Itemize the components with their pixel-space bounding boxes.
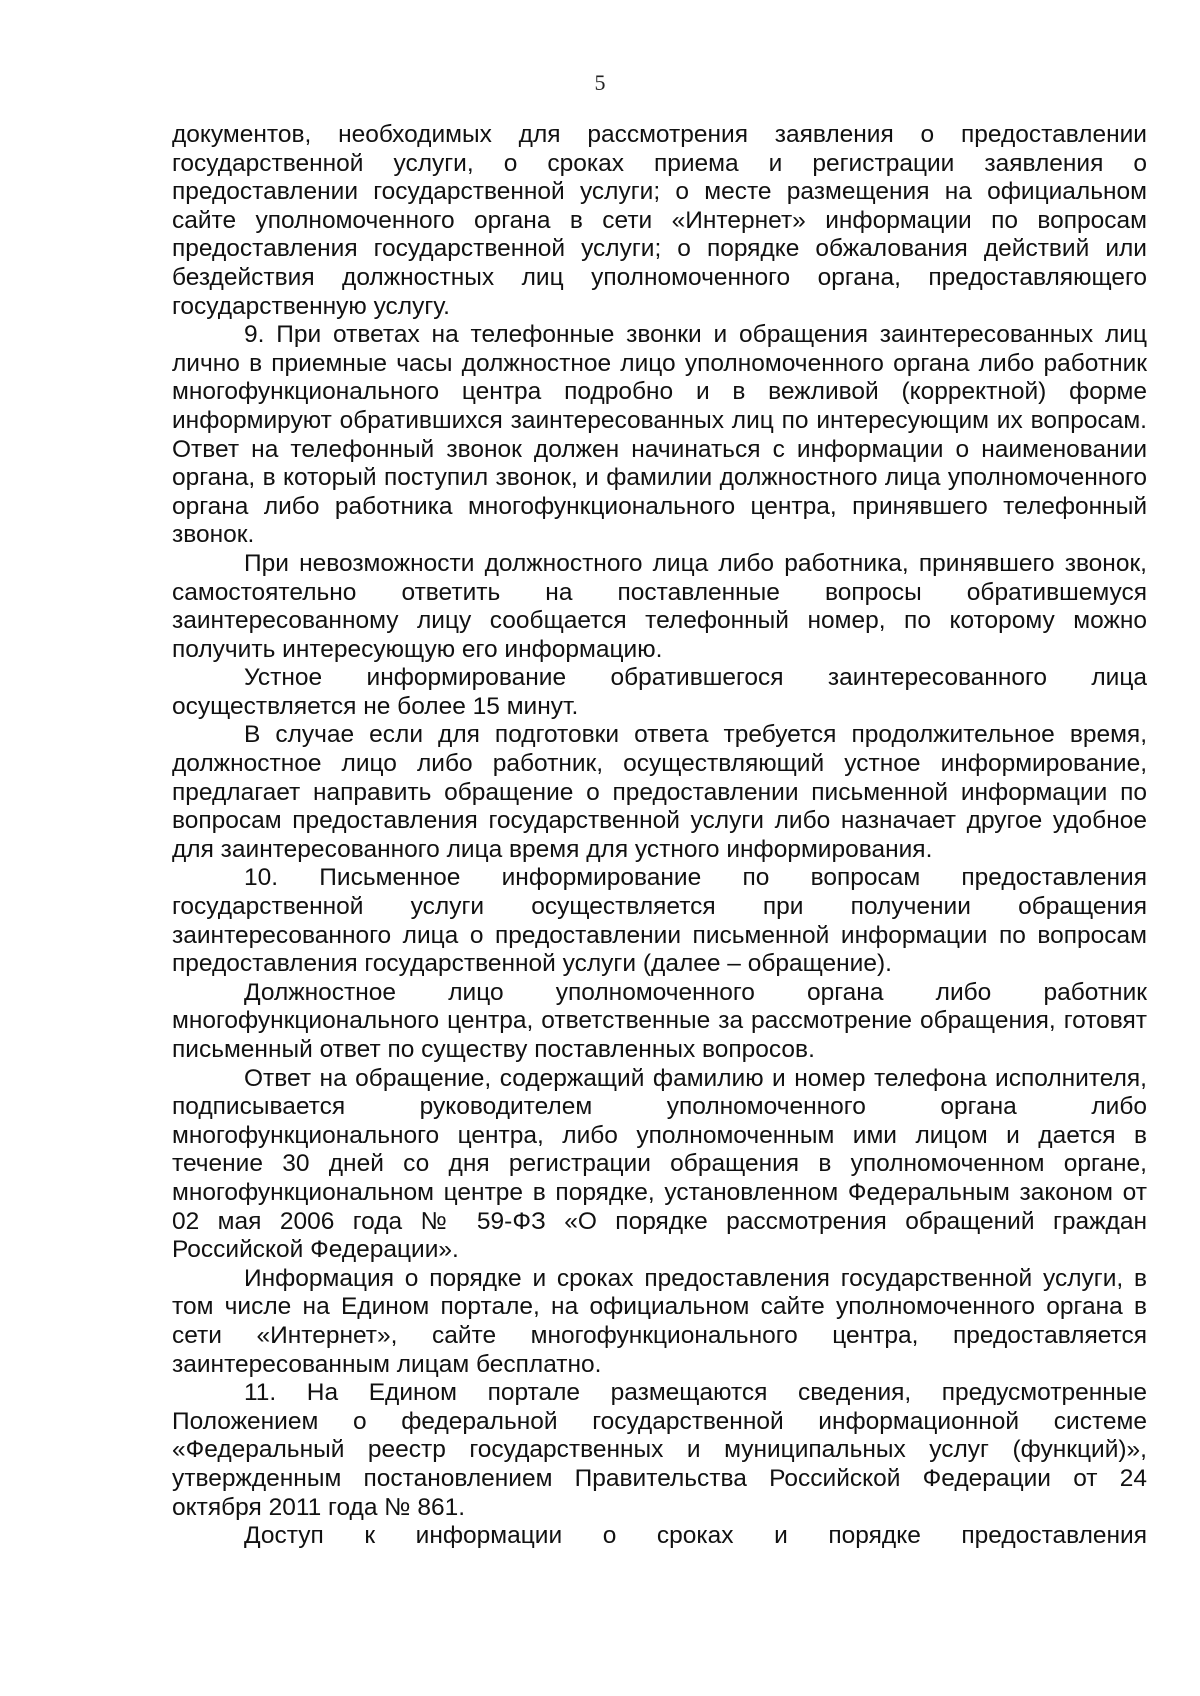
paragraph-item-11: 11. На Едином портале размещаются сведения, предусмотренные Положением о федеральной государственной информационной системе «Федеральный реестр государственных и муниципальных услуг (функций)», утвержденным постановлением Правительства Российской Федерации от 24 октября 2011 года № 861. <box>172 1379 1147 1521</box>
page-number: 5 <box>594 70 606 95</box>
document-body <box>172 121 1147 1551</box>
paragraph-access-info: Доступ к информации о сроках и порядке предоставления <box>244 1522 1147 1550</box>
paragraph-phone-number: При невозможности должностного лица либо работника, принявшего звонок, самостоятельно ответить на поставленные вопросы обратившемуся заинтересованному лицу сообщается телефонный номер, по которому можно получить интересующую его информацию. <box>172 549 1147 663</box>
paragraph-item-10: 10. Письменное информирование по вопросам предоставления государственной услуги осуществляется при получении обращения заинтересованного лица о предоставлении письменной информации по вопросам предоставления государственной услуги (далее – обращение). <box>172 864 1147 978</box>
paragraph-continuation: документов, необходимых для рассмотрения заявления о предоставлении государственной услуги, о сроках приема и регистрации заявления о предоставлении государственной услуги; о месте размещения на официальном сайте уполномоченного органа в сети «Интернет» информации по вопросам предоставления государственной услуги; о порядке обжалования действий или бездействия должностных лиц уполномоченного органа, предоставляющего государственную услугу. <box>172 121 1147 320</box>
paragraph-extended-time: В случае если для подготовки ответа требуется продолжительное время, должностное лицо либо работник, осуществляющий устное информирование, предлагает направить обращение о предоставлении письменной информации по вопросам предоставления государственной услуги либо назначает другое удобное для заинтересованного лица время для устного информирования. <box>172 721 1147 863</box>
paragraph-written-answer: Должностное лицо уполномоченного органа либо работник многофункционального центра, ответственные за рассмотрение обращения, готовят письменный ответ по существу поставленных вопросов. <box>172 978 1147 1063</box>
paragraph-free-information: Информация о порядке и сроках предоставления государственной услуги, в том числе на Едином портале, на официальном сайте уполномоченного органа в сети «Интернет», сайте многофункционального центра, предоставляется заинтересованным лицам бесплатно. <box>172 1264 1147 1378</box>
paragraph-item-9: 9. При ответах на телефонные звонки и обращения заинтересованных лиц лично в приемные часы должностное лицо уполномоченного органа либо работник многофункционального центра подробно и в вежливой (корректной) форме информируют обратившихся заинтересованных лиц по интересующим их вопросам. Ответ на телефонный звонок должен начинаться с информации о наименовании органа, в который поступил звонок, и фамилии должностного лица уполномоченного органа либо работника многофункционального центра, принявшего телефонный звонок. <box>172 321 1147 549</box>
paragraph-response-signing: Ответ на обращение, содержащий фамилию и номер телефона исполнителя, подписывается руководителем уполномоченного органа либо многофункционального центра, либо уполномоченным ими лицом и дается в течение 30 дней со дня регистрации обращения в уполномоченном органе, многофункциональном центре в порядке, установленном Федеральным законом от 02 мая 2006 года № 59-ФЗ «О порядке рассмотрения обращений граждан Российской Федерации». <box>172 1064 1147 1264</box>
paragraph-oral-duration: Устное информирование обратившегося заинтересованного лица осуществляется не более 15 минут. <box>172 664 1147 720</box>
